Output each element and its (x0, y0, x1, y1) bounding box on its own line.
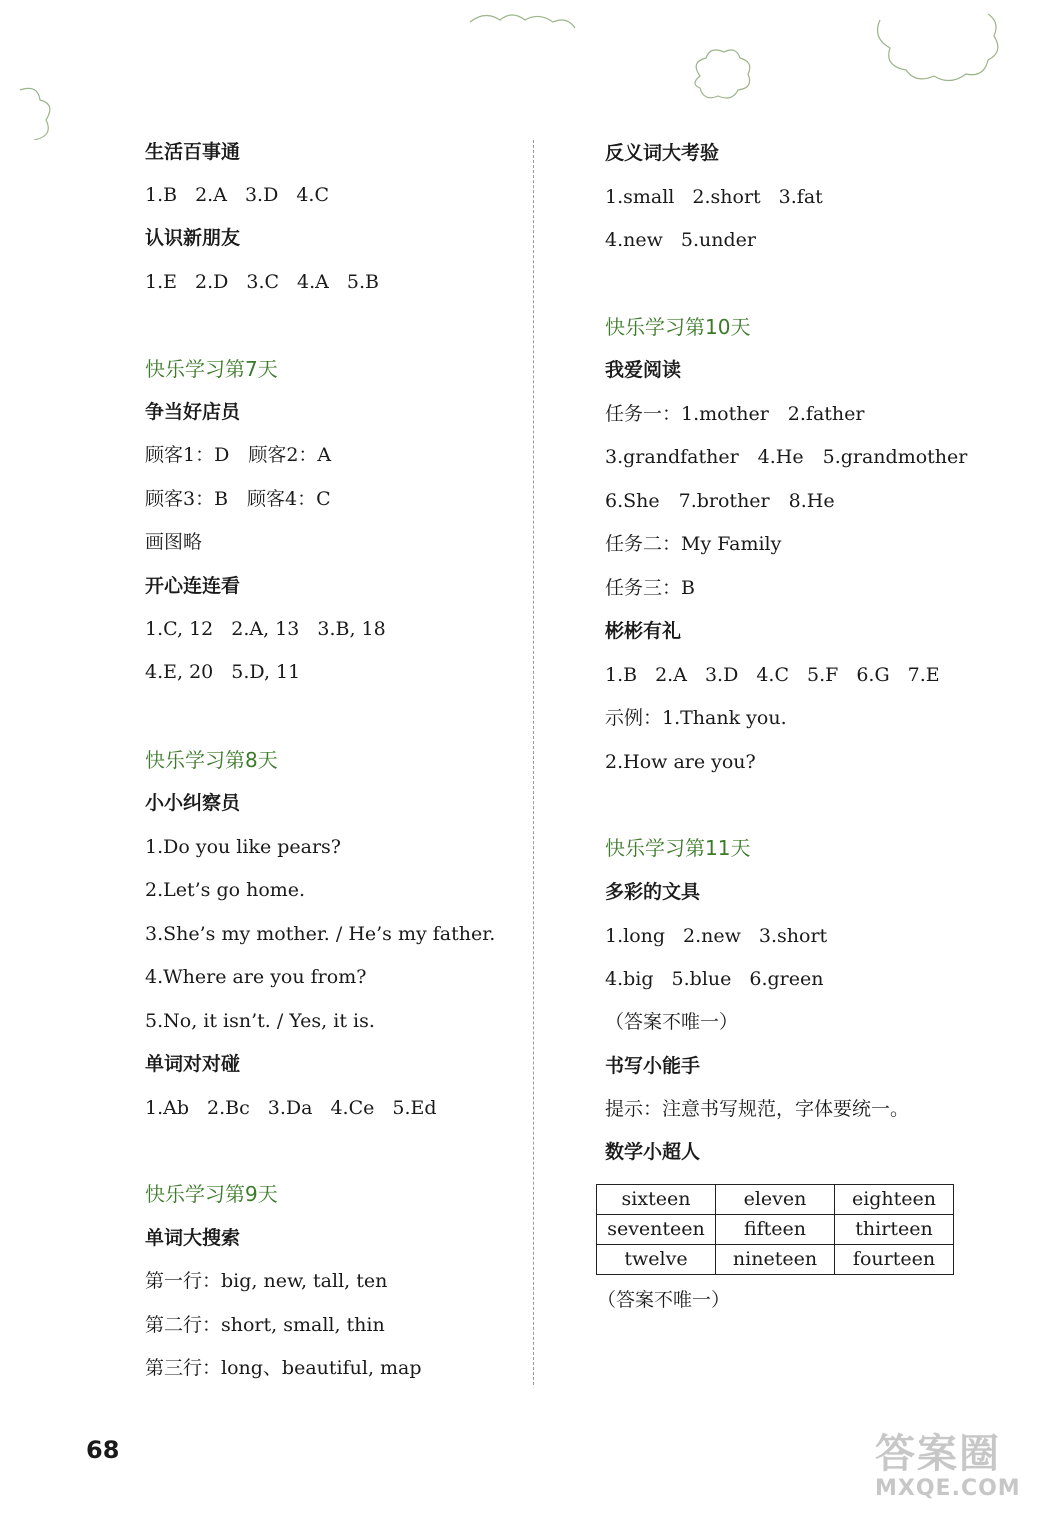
answer: 3.short (758, 925, 828, 947)
answer: 1.long (605, 925, 666, 947)
answer: 2.A, 13 (231, 618, 300, 640)
page-number: 68 (86, 1436, 120, 1464)
section-title: 我爱阅读 (605, 359, 682, 381)
answer-line: 示例：1.Thank you. (605, 707, 787, 729)
answer: 1.B (605, 664, 638, 686)
answer-line: 第一行：big, new, tall, ten (145, 1270, 388, 1292)
section-title: 书写小能手 (605, 1055, 701, 1077)
answer: 4.C (756, 664, 789, 686)
answer-line (145, 617, 386, 641)
answer: 3.Da (267, 1097, 313, 1119)
answer: 1.C, 12 (145, 618, 214, 640)
answer: 2.A (655, 664, 687, 686)
answer: 4.big (605, 968, 654, 990)
answer-line: 任务二：My Family (605, 533, 782, 555)
answer: 4.new (605, 229, 663, 251)
column-divider (533, 140, 534, 1385)
answer: 6.green (749, 968, 824, 990)
answer: 2.short (692, 186, 761, 208)
answer: 1.E (145, 271, 177, 293)
answer-line: 任务一：1.mother 2.father (605, 403, 865, 425)
table-row (597, 1215, 954, 1245)
section-title: 单词对对碰 (145, 1053, 241, 1075)
answer-line: 任务三：B (605, 577, 695, 599)
section-title: 多彩的文具 (605, 881, 701, 903)
table-cell: eighteen (835, 1185, 954, 1215)
table-cell: nineteen (716, 1245, 835, 1275)
answer: 3.C (246, 271, 280, 293)
section-title: 彬彬有礼 (605, 620, 682, 642)
number-words-table (596, 1184, 954, 1275)
answer-line (145, 1096, 437, 1120)
answer: 4.Ce (330, 1097, 375, 1119)
answer: 4.C (296, 184, 329, 206)
section-title: 生活百事通 (145, 141, 241, 163)
table-cell: twelve (597, 1245, 716, 1275)
table-cell: fourteen (835, 1245, 954, 1275)
answer-line: 第二行：short, small, thin (145, 1314, 385, 1336)
table-cell: sixteen (597, 1185, 716, 1215)
table-cell: thirteen (835, 1215, 954, 1245)
answer-line: 提示：注意书写规范，字体要统一。 (605, 1098, 910, 1120)
answer-line (605, 228, 756, 252)
answer: 4.E, 20 (145, 661, 214, 683)
answer: 1.small (605, 186, 675, 208)
section-title: 小小纠察员 (145, 792, 241, 814)
table-row (597, 1245, 954, 1275)
table-row (597, 1185, 954, 1215)
answer: 2.D (195, 271, 229, 293)
answer: 5.under (680, 229, 756, 251)
answer-line (145, 660, 300, 684)
answer-line (145, 183, 329, 207)
answer-line (605, 967, 824, 991)
answer-note: （答案不唯一） (597, 1289, 731, 1311)
answer-line: 画图略 (145, 531, 203, 553)
watermark-url: MXQE.COM (875, 1476, 1021, 1501)
answer-line: 3.grandfather 4.He 5.grandmother (605, 446, 968, 468)
answer: 5.Ed (392, 1097, 437, 1119)
answer-line: 第三行：long、beautiful, map (145, 1357, 422, 1379)
answer: 2.A (195, 184, 227, 206)
table-cell: eleven (716, 1185, 835, 1215)
answer-line (605, 185, 823, 209)
answer: 5.F (807, 664, 839, 686)
answer-line: 1.Do you like pears? (145, 836, 341, 858)
answer: 6.G (856, 664, 890, 686)
answer: 1.B (145, 184, 178, 206)
day-heading: 快乐学习第10天 (605, 315, 751, 339)
cloud-decoration (0, 0, 1054, 140)
answer-line: 3.She’s my mother. / He’s my father. (145, 923, 496, 945)
section-title: 开心连连看 (145, 575, 241, 597)
answer-line: 5.No, it isn’t. / Yes, it is. (145, 1010, 375, 1032)
answer: 3.D (704, 664, 739, 686)
answer-line: 4.Where are you from? (145, 966, 367, 988)
answer-line: 2.How are you? (605, 751, 756, 773)
answer: 2.new (683, 925, 741, 947)
watermark-logo (875, 1432, 1021, 1502)
answer: 5.blue (671, 968, 732, 990)
answer: 3.D (244, 184, 279, 206)
answer-line: 顾客3：B 顾客4：C (145, 488, 331, 510)
section-title: 认识新朋友 (145, 227, 241, 249)
answer: 3.B, 18 (317, 618, 386, 640)
answer-line (605, 663, 940, 687)
answer: 5.B (346, 271, 379, 293)
table-cell: fifteen (716, 1215, 835, 1245)
answer-note: （答案不唯一） (605, 1011, 739, 1033)
answer: 2.Bc (207, 1097, 250, 1119)
section-title: 争当好店员 (145, 401, 241, 423)
answer-line: 顾客1：D 顾客2：A (145, 444, 332, 466)
answer-line (145, 270, 379, 294)
answer: 4.A (297, 271, 329, 293)
answer-line: 6.She 7.brother 8.He (605, 490, 835, 512)
section-title: 数学小超人 (605, 1141, 701, 1163)
answer: 7.E (907, 664, 940, 686)
answer: 1.Ab (145, 1097, 190, 1119)
day-heading: 快乐学习第9天 (145, 1182, 278, 1206)
day-heading: 快乐学习第11天 (605, 836, 751, 860)
answer: 3.fat (778, 186, 823, 208)
answer-line (605, 924, 827, 948)
answer-line: 2.Let’s go home. (145, 879, 306, 901)
table-cell: seventeen (597, 1215, 716, 1245)
day-heading: 快乐学习第8天 (145, 748, 278, 772)
answer: 5.D, 11 (231, 661, 301, 683)
section-title: 单词大搜索 (145, 1227, 241, 1249)
day-heading: 快乐学习第7天 (145, 357, 278, 381)
section-title: 反义词大考验 (605, 142, 720, 164)
watermark-text: 答案圈 (875, 1431, 1001, 1477)
